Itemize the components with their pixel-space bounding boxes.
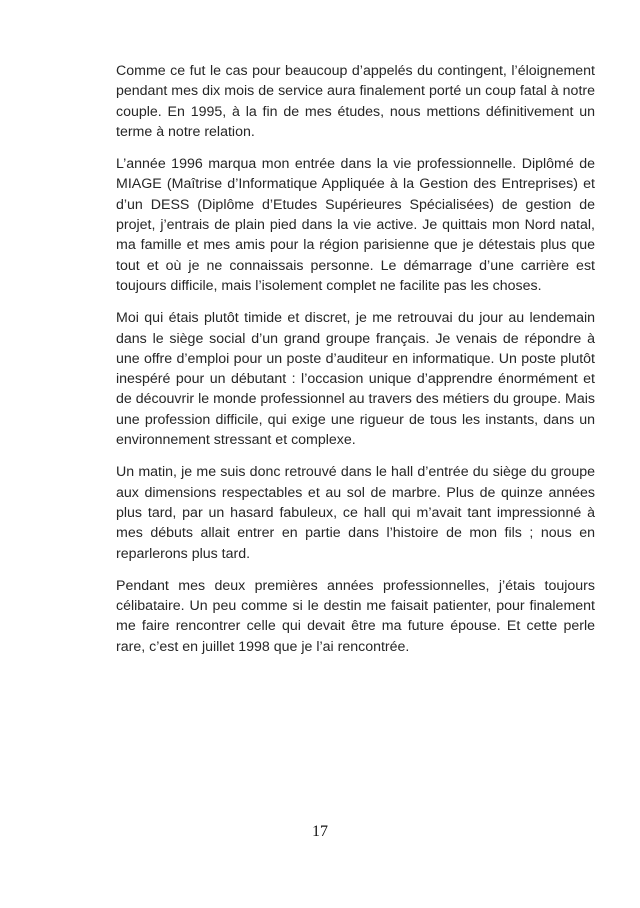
paragraph-3: Moi qui étais plutôt timide et discret, je me retrouvai du jour au lendemain dans le siège social d’un grand groupe français. Je venais de répondre à une offre d’emploi pour un poste d’auditeur en informatique. Un poste plutôt inespéré pour un débutant : l’occasion unique d’apprendre énormément et de découvrir le monde professionnel au travers des métiers du groupe. Mais une profession difficile, qui exige une rigueur de tous les instants, dans un environnement stressant et complexe.: [116, 310, 595, 449]
paragraph-5: Pendant mes deux premières années professionnelles, j’étais toujours célibataire. Un peu comme si le destin me faisait patienter, pour finalement me faire rencontrer celle qui devait être ma future épouse. Et cette perle rare, c’est en juillet 1998 que je l’ai rencontrée.: [116, 577, 595, 655]
paragraph-4: Un matin, je me suis donc retrouvé dans le hall d’entrée du siège du groupe aux dimensions respectables et au sol de marbre. Plus de quinze années plus tard, par un hasard fabuleux, ce hall qui m’avait tant impressionné à mes débuts allait entrer en partie dans l’histoire de mon fils ; nous en reparlerons plus tard.: [116, 464, 595, 562]
paragraph-1: Comme ce fut le cas pour beaucoup d’appelés du contingent, l’éloignement pendant mes dix mois de service aura finalement porté un coup fatal à notre couple. En 1995, à la fin de mes études, nous mettions définitivement un terme à notre relation.: [116, 63, 595, 140]
paragraph-2: L’année 1996 marqua mon entrée dans la vie professionnelle. Diplômé de MIAGE (Maîtrise d’Informatique Appliquée à la Gestion des Entreprises) et d’un DESS (Diplôme d’Etudes Supérieures Spécialisées) de gestion de projet, j’entrais de plain pied dans la vie active. Je quittais mon Nord natal, ma famille et mes amis pour la région parisienne que je détestais plus que tout et où je ne connaissais personne. Le démarrage d’une carrière est toujours difficile, mais l’isolement complet ne facilite pas les choses.: [116, 156, 595, 294]
page-number: 17: [312, 823, 328, 840]
body-text: [116, 61, 595, 669]
